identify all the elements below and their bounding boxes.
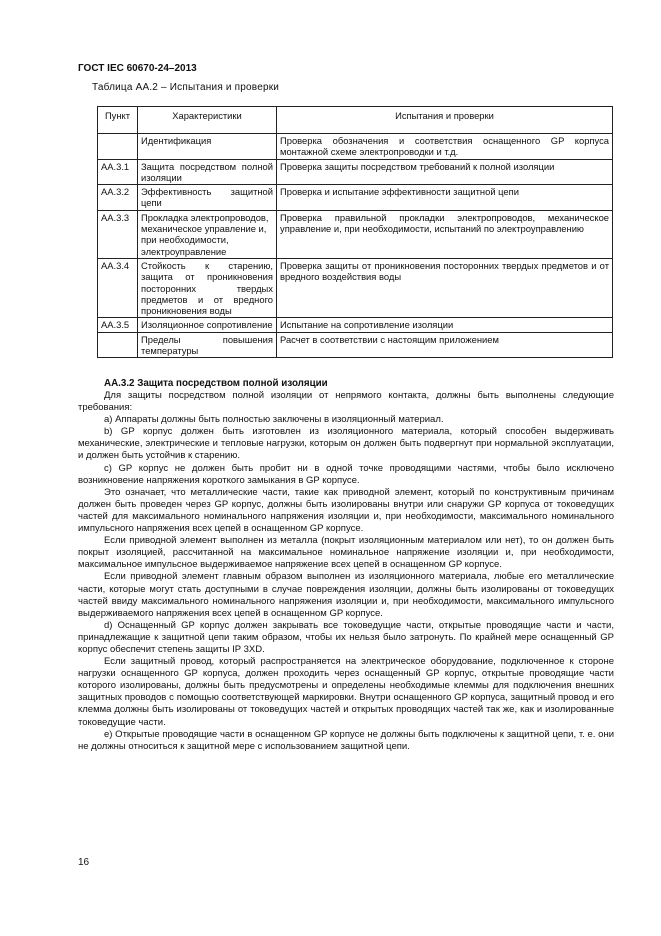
- row-check: Проверка защиты от проникновения посторонних твердых предметов и от вредного воздействия воды: [277, 258, 613, 317]
- table-row: [98, 134, 613, 160]
- page-number: 16: [78, 857, 90, 868]
- row-check: Проверка и испытание эффективности защитной цепи: [277, 185, 613, 211]
- standard-header: ГОСТ IEC 60670-24–2013: [78, 63, 197, 74]
- paragraph: Это означает, что металлические части, такие как приводной элемент, который по конструктивным причинам должен быть проведен через GP корпус, должны быть изолированы внутри или снаружи GP корпуса от токоведущих частей для максимального номинального напряжения изоляции и, при необходимости, максимального номинального импульсного напряжения всех цепей в оснащенном GP корпусе.: [78, 486, 614, 535]
- row-check: Расчет в соответствии с настоящим приложением: [277, 332, 613, 358]
- table-row: [98, 258, 613, 317]
- table-row: [98, 318, 613, 332]
- row-point: [98, 134, 138, 160]
- paragraph: Если защитный провод, который распространяется на электрическое оборудование, подключенное к стороне нагрузки оснащенного GP корпуса, должен проходить через оснащенный GP корпус, открытые проводящие части которого изолированы, должны быть предусмотрены и определены необходимые клеммы для подключения внешних защитных проводов с помощью соответствующей маркировки. Внутри оснащенного GP корпуса, защитный провод и его клемма должны быть изолированы от токоведущих частей и открытых проводящих частей так же, как и изолированные токоведущие части.: [78, 656, 614, 728]
- row-check: Проверка правильной прокладки электропроводов, механическое управление и, при необходимости, испытаний по электроуправлению: [277, 210, 613, 258]
- table-caption: Таблица АА.2 – Испытания и проверки: [92, 82, 280, 93]
- row-characteristic: Защита посредством полной изоляции: [138, 159, 277, 185]
- paragraph: b) GP корпус должен быть изготовлен из изоляционного материала, который способен выдерживать механические, электрические и тепловые нагрузки, которым он должен быть подвергнут при нормальной эксплуатации, и должен быть устойчив к старению.: [78, 426, 614, 462]
- table-row: [98, 332, 613, 358]
- row-characteristic: Изоляционное сопротивление: [138, 318, 277, 332]
- row-check: Проверка защиты посредством требований к полной изоляции: [277, 159, 613, 185]
- table-row: [98, 185, 613, 211]
- paragraph: Если приводной элемент выполнен из металла (покрыт изоляционным материалом или нет), то он должен быть покрыт изоляцией, рассчитанной на максимальное номинальное напряжение изоляции и, при необходимости, максимальное импульсное выдерживаемое напряжение всех цепей в оснащенном GP корпусе.: [78, 535, 614, 571]
- paragraph: а) Аппараты должны быть полностью заключены в изоляционный материал.: [104, 414, 444, 426]
- table-row: [98, 159, 613, 185]
- paragraph: с) GP корпус не должен быть пробит ни в одной точке проводящими частями, чтобы было исключено возникновение напряжения короткого замыкания в GP корпусе.: [78, 462, 614, 486]
- row-characteristic: Стойкость к старению, защита от проникновения посторонних твердых предметов и от вредного проникновения воды: [138, 258, 277, 317]
- row-characteristic: Пределы повышения температуры: [138, 332, 277, 358]
- table-row: [98, 210, 613, 258]
- paragraph: Для защиты посредством полной изоляции от непрямого контакта, должны быть выполнены следующие требования:: [78, 390, 614, 414]
- paragraph: d) Оснащенный GP корпус должен закрывать все токоведущие части, открытые проводящие части и части, принадлежащие к защитной цепи таким образом, чтобы их нельзя было затронуть. По крайней мере оснащенный GP корпус обеспечит степень защиты IP 3XD.: [78, 619, 614, 655]
- column-header-checks: Испытания и проверки: [277, 107, 613, 134]
- row-characteristic: Идентификация: [138, 134, 277, 160]
- row-point: АА.3.5: [98, 318, 138, 332]
- row-check: Испытание на сопротивление изоляции: [277, 318, 613, 332]
- column-header-characteristics: Характеристики: [138, 107, 277, 134]
- row-point: АА.3.1: [98, 159, 138, 185]
- row-characteristic: Прокладка электропроводов, механическое управление и, при необходимости, электроуправление: [138, 210, 277, 258]
- row-characteristic: Эффективность защитной цепи: [138, 185, 277, 211]
- section-body: [78, 378, 614, 753]
- section-heading: АА.3.2 Защита посредством полной изоляции: [104, 378, 328, 389]
- row-point: [98, 332, 138, 358]
- tests-table: [97, 106, 613, 358]
- table-header-row: [98, 107, 613, 134]
- paragraph: е) Открытые проводящие части в оснащенном GP корпусе не должны быть подключены к защитной цепи, т. е. они не должны относиться к защитной мере с использованием защитной цепи.: [78, 728, 614, 752]
- row-point: АА.3.3: [98, 210, 138, 258]
- row-point: АА.3.4: [98, 258, 138, 317]
- row-check: Проверка обозначения и соответствия оснащенного GP корпуса монтажной схеме электропроводки и т.д.: [277, 134, 613, 160]
- column-header-point: Пункт: [98, 107, 138, 134]
- row-point: АА.3.2: [98, 185, 138, 211]
- paragraph: Если приводной элемент главным образом выполнен из изоляционного материала, любые его металлические части, которые могут стать доступными в случае повреждения изоляции, должны быть изолированы от токоведущих частей ввиду максимального номинального напряжения изоляции и, при необходимости, максимального импульсного выдерживаемого напряжения всех цепей в оснащенном GP корпусе.: [78, 571, 614, 619]
